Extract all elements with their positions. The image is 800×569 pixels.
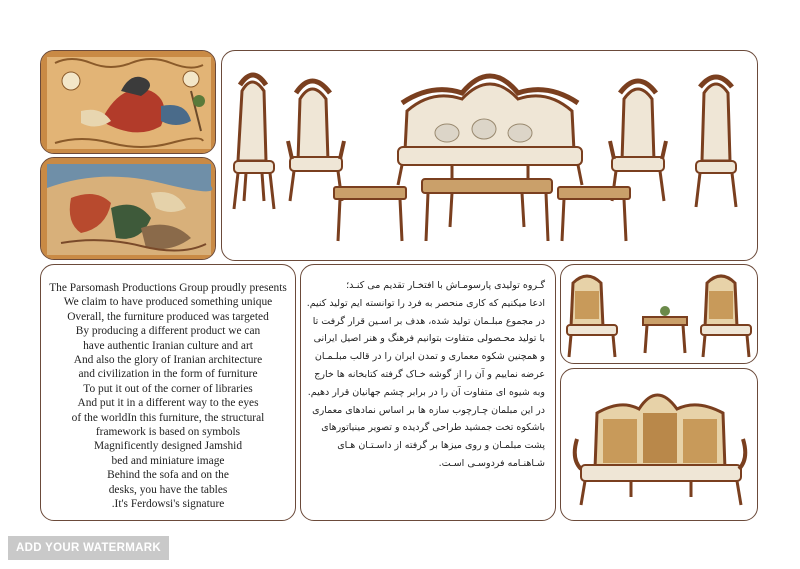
english-line: framework is based on symbols [95, 426, 241, 439]
watermark-label: ADD YOUR WATERMARK [8, 536, 169, 560]
english-line: And put it in a different way to the eyes [77, 397, 259, 410]
persian-line: شـاهنـامه فردوسـی اسـت. [438, 457, 545, 469]
persian-line: با تولید محـصولی متفاوت بتوانیم فرهنگ و هنر اصیل ایرانی [313, 333, 545, 345]
sofa-set-art [222, 51, 758, 261]
miniature-battle-art [41, 158, 216, 260]
english-line: And also the glory of Iranian architecture [73, 354, 263, 367]
english-line: To put it out of the corner of libraries [83, 382, 253, 395]
armchair-right [610, 81, 666, 201]
painted-sofa-art [561, 369, 758, 521]
persian-line: در مجموع مبلـمان تولید شده، هدف بر اسـین قرار گرفت تا [312, 315, 545, 327]
english-line: .It's Ferdowsi's signature [111, 498, 225, 511]
english-line: We claim to have produced something unique [63, 296, 273, 309]
persian-line: گـروه تولیدی پارسومـاش با افتخـار تقدیم می کنـد؛ [346, 280, 545, 291]
painted-chair-left [567, 276, 617, 357]
armchair-left [288, 81, 344, 201]
persian-line: وبه شیوه ای متفاوت آن را در برابر چشم جهانیان قرار دهیم. [307, 386, 545, 398]
english-line: bed and miniature image [111, 454, 225, 467]
small-table [643, 306, 687, 353]
persian-line: و همچنین شکوه معماری و تمدن ایران را در قالب مبلـمـان [314, 351, 545, 363]
chairs-table-art [561, 265, 758, 364]
chair-left-far [234, 75, 274, 209]
painted-sofa-image [560, 368, 758, 521]
sofa [398, 76, 582, 185]
miniature-image-horseman [40, 50, 216, 154]
english-line: Overall, the furniture produced was targeted [67, 310, 269, 323]
side-table-right [558, 187, 630, 241]
side-table-left [334, 187, 406, 241]
english-line: have authentic Iranian culture and art [83, 339, 253, 352]
persian-text [306, 277, 545, 473]
coffee-table [422, 179, 552, 241]
english-text-panel [40, 264, 296, 521]
chairs-and-table-image [560, 264, 758, 364]
english-line: and civilization in the form of furniture [78, 368, 258, 381]
english-line: desks, you have the tables [108, 483, 228, 496]
persian-line: عرضه نماییم و آن را از گوشه خـاک گرفته کتابخانه ها خارج [314, 368, 545, 380]
english-line: of the worldIn this furniture, the structural [71, 411, 265, 424]
miniature-horseman-art [41, 51, 216, 154]
english-text [41, 281, 295, 512]
persian-line: پشت مبلمـان و روی میزها بر گرفته از داسـتـان هـای [337, 440, 545, 452]
chair-right-far [696, 77, 736, 207]
persian-line: باشکوه تخت جمشید طراحی گردیده و تصویر مینیاتورهای [321, 422, 545, 434]
english-line: The Parsomash Productions Group proudly presents [49, 282, 287, 294]
english-line: Behind the sofa and on the [107, 469, 229, 482]
painted-chair-right [701, 276, 751, 357]
english-line: By producing a different product we can [75, 325, 261, 338]
english-line: Magnificently designed Jamshid [93, 440, 243, 453]
persian-line: در این مبلمان چـارچوب سازه ها بر اساس نمادهای معماری [312, 404, 545, 416]
persian-text-panel [300, 264, 556, 521]
persian-line: ادعا میکنیم که کاری منحصر به فرد را توانسته ایم تولید کنیم. [306, 297, 545, 309]
miniature-image-battle [40, 157, 216, 260]
furniture-set-image [221, 50, 758, 261]
